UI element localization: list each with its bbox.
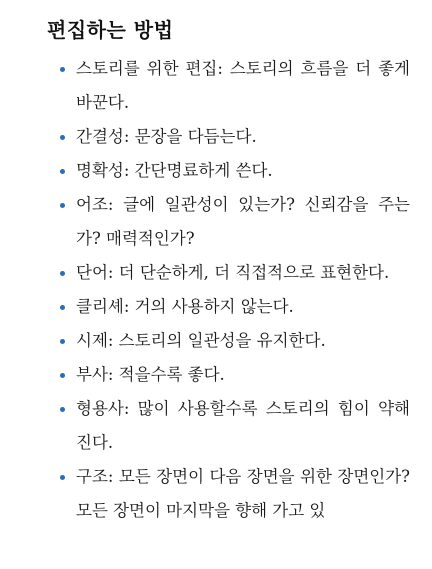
- list-item-tone: [0, 188, 432, 256]
- list-item-text: 형용사: 많이 사용할수록 스토리의 힘이 약해진다.: [76, 399, 410, 452]
- bullet-icon: [60, 271, 65, 276]
- bullet-icon: [60, 135, 65, 140]
- bullet-icon: [60, 339, 65, 344]
- list-item-structure: [0, 460, 432, 528]
- list-item-words: [0, 256, 432, 290]
- list-item-adjectives: [0, 392, 432, 460]
- list-item-text: 간결성: 문장을 다듬는다.: [76, 127, 257, 146]
- bullet-icon: [60, 67, 65, 72]
- bullet-icon: [60, 407, 65, 412]
- list-item-text: 시제: 스토리의 일관성을 유지한다.: [76, 331, 326, 350]
- list-item-text: 명확성: 간단명료하게 쓴다.: [76, 161, 273, 180]
- list-item-text: 클리셰: 거의 사용하지 않는다.: [76, 297, 294, 316]
- list-item-text: 단어: 더 단순하게, 더 직접적으로 표현한다.: [76, 263, 390, 282]
- bullet-icon: [60, 169, 65, 174]
- list-item-tense: [0, 324, 432, 358]
- list-item-adverbs: [0, 358, 432, 392]
- list-item-cliche: [0, 290, 432, 324]
- list-item-text: 어조: 글에 일관성이 있는가? 신뢰감을 주는가? 매력적인가?: [76, 195, 410, 248]
- list-item-text: 스토리를 위한 편집: 스토리의 흐름을 더 좋게 바꾼다.: [76, 59, 410, 112]
- list-item-text: 구조: 모든 장면이 다음 장면을 위한 장면인가? 모든 장면이 마지막을 향해 가고 있: [76, 467, 410, 520]
- bullet-icon: [60, 203, 65, 208]
- bullet-icon: [60, 373, 65, 378]
- editing-tips-list: [0, 52, 432, 528]
- list-item-clarity: [0, 154, 432, 188]
- bullet-icon: [60, 475, 65, 480]
- bullet-icon: [60, 305, 65, 310]
- list-item-story-editing: [0, 52, 432, 120]
- section-heading: 편집하는 방법: [47, 18, 174, 42]
- list-item-text: 부사: 적을수록 좋다.: [76, 365, 225, 384]
- list-item-conciseness: [0, 120, 432, 154]
